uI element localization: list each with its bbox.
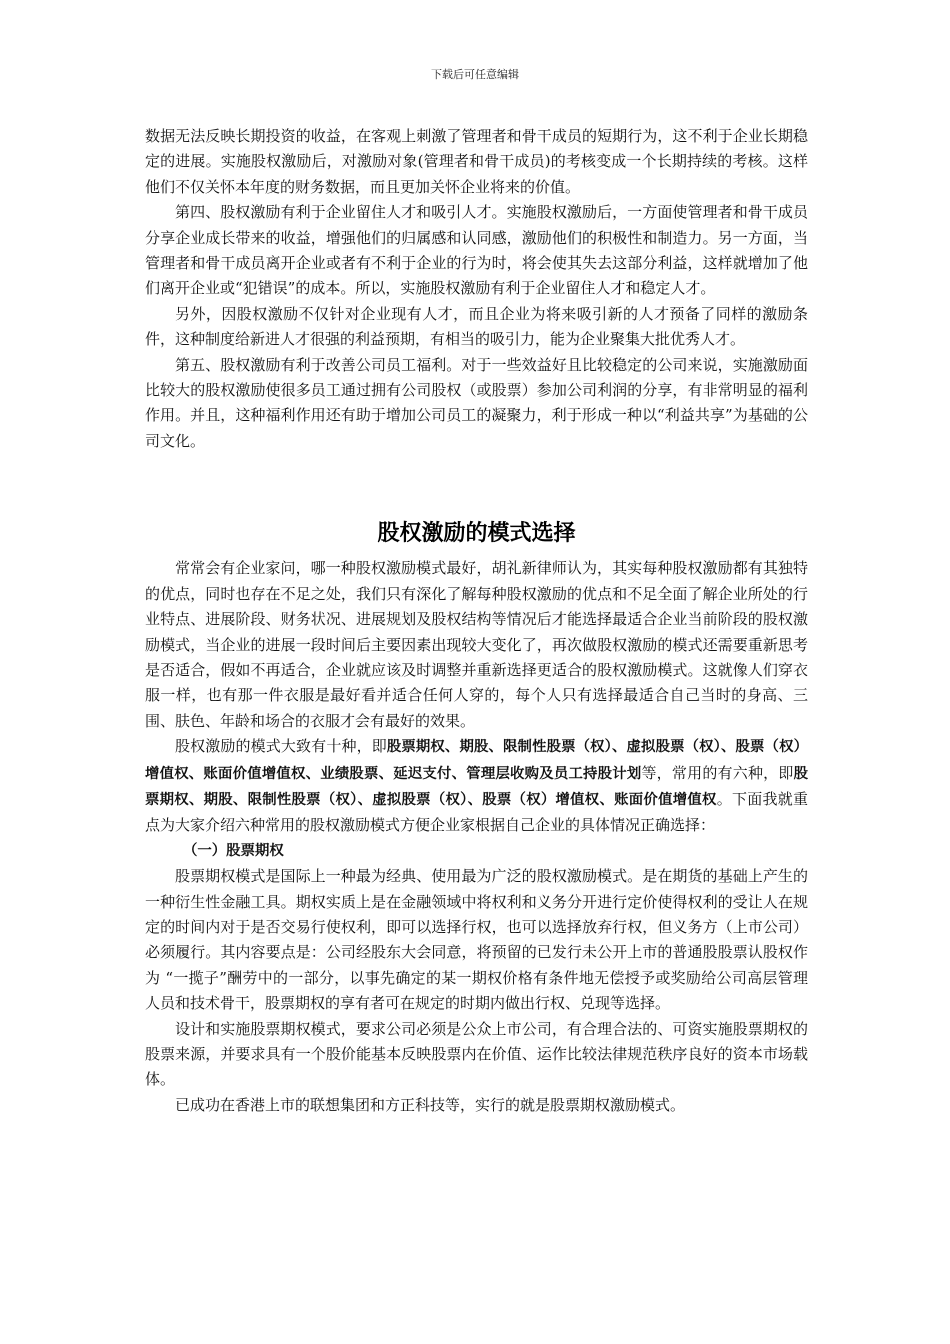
paragraph-fifth-benefit: 第五、股权激励有利于改善公司员工福利。对于一些效益好且比较稳定的公司来说，实施激励面比较大的股权激励使很多员工通过拥有公司股权（或股票）参加公司利润的分享，有非常明显的福利作用。并且，这种福利作用还有助于增加公司员工的凝聚力，利于形成一种以“利益共享”为基础的公司文化。 xyxy=(145,355,808,450)
paragraph-stock-options-example: 已成功在香港上市的联想集团和方正科技等，实行的就是股票期权激励模式。 xyxy=(175,1095,686,1114)
paragraph-mode-list xyxy=(145,734,808,839)
paragraph-continuation: 数据无法反映长期投资的收益，在客观上刺激了管理者和骨干成员的短期行为，这不利于企业长期稳定的进展。实施股权激励后，对激励对象(管理者和骨干成员)的考核变成一个长期持续的考核。这样他们不仅关怀本年度的财务数据，而且更加关怀企业将来的价值。 xyxy=(145,127,808,196)
mode-list-middle: 等，常用的有六种，即 xyxy=(641,763,794,782)
paragraph-additionally: 另外，因股权激励不仅针对企业现有人才，而且企业为将来吸引新的人才预备了同样的激励条件，这种制度给新进人才很强的利益预期，有相当的吸引力，能为企业聚集大批优秀人才。 xyxy=(145,304,808,349)
paragraph-stock-options-requirements: 设计和实施股票期权模式，要求公司必须是公众上市公司，有合理合法的、可资实施股票期权的股票来源，并要求具有一个股价能基本反映股票内在价值、运作比较法律规范秩序良好的资本市场载体。 xyxy=(145,1019,808,1089)
paragraph-stock-options: 股票期权模式是国际上一种最为经典、使用最为广泛的股权激励模式。是在期货的基础上产生的一种衍生性金融工具。期权实质上是在金融领域中将权利和义务分开进行定价使得权利的受让人在规定的时间内对于是否交易行使权利，即可以选择行权，也可以选择放弃行权，但义务方（上市公司）必须履行。其内容要点是：公司经股东大会同意，将预留的已发行未公开上市的普通股股票认股权作为 “一揽子”酬劳中的一部分，以事先确定的某一期权价格有条件地无偿授予或奖励给公司高层管理人员和技术骨干，股票期权的享有者可在规定的时期内做出行权、兑现等选择。 xyxy=(145,867,808,1013)
section-title: 股权激励的模式选择 xyxy=(377,521,576,547)
mode-list-ten: 股票期权、期股、限制性股票（权）、虚拟股票（权）、股票（权）增值权、账面价值增值权、业绩股票、延迟支付、管理层收购及员工持股计划 xyxy=(145,739,808,782)
mode-list-tail: 。下面我就重点为大家介绍六种常用的股权激励模式方便企业家根据自己企业的具体情况正确选择： xyxy=(145,789,808,835)
mode-list-six: 股票期权、期股、限制性股票（权）、虚拟股票（权）、股票（权）增值权、账面价值增值权 xyxy=(145,765,808,808)
mode-list-lead: 股权激励的模式大致有十种，即 xyxy=(175,737,387,756)
section-spacer xyxy=(145,454,808,512)
subheading-stock-options: （一）股票期权 xyxy=(183,842,284,859)
document-body xyxy=(145,124,808,1118)
paragraph-fourth-benefit: 第四、股权激励有利于企业留住人才和吸引人才。实施股权激励后，一方面使管理者和骨干成员分享企业成长带来的收益，增强他们的归属感和认同感，激励他们的积极性和制造力。另一方面，当管理者和骨干成员离开企业或者有不利于企业的行为时，将会使其失去这部分利益，这样就增加了他们离开企业或“犯错误”的成本。所以，实施股权激励有利于企业留住人才和稳定人才。 xyxy=(145,203,808,298)
paragraph-intro: 常常会有企业家问，哪一种股权激励模式最好，胡礼新律师认为，其实每种股权激励都有其独特的优点，同时也存在不足之处，我们只有深化了解每种股权激励的优点和不足全面了解企业所处的行业特点、进展阶段、财务状况、进展规划及股权结构等情况后才能选择最适合企业当前阶段的股权激励模式，当企业的进展一段时间后主要因素出现较大变化了，再次做股权激励的模式还需要重新思考是否适合，假如不再适合，企业就应该及时调整并重新选择更适合的股权激励模式。这就像人们穿衣服一样，也有那一件衣服是最好看并适合任何人穿的，每个人只有选择最适合自己当时的身高、三围、肤色、年龄和场合的衣服才会有最好的效果。 xyxy=(145,559,808,730)
page-header: 下载后可任意编辑 xyxy=(431,68,519,81)
